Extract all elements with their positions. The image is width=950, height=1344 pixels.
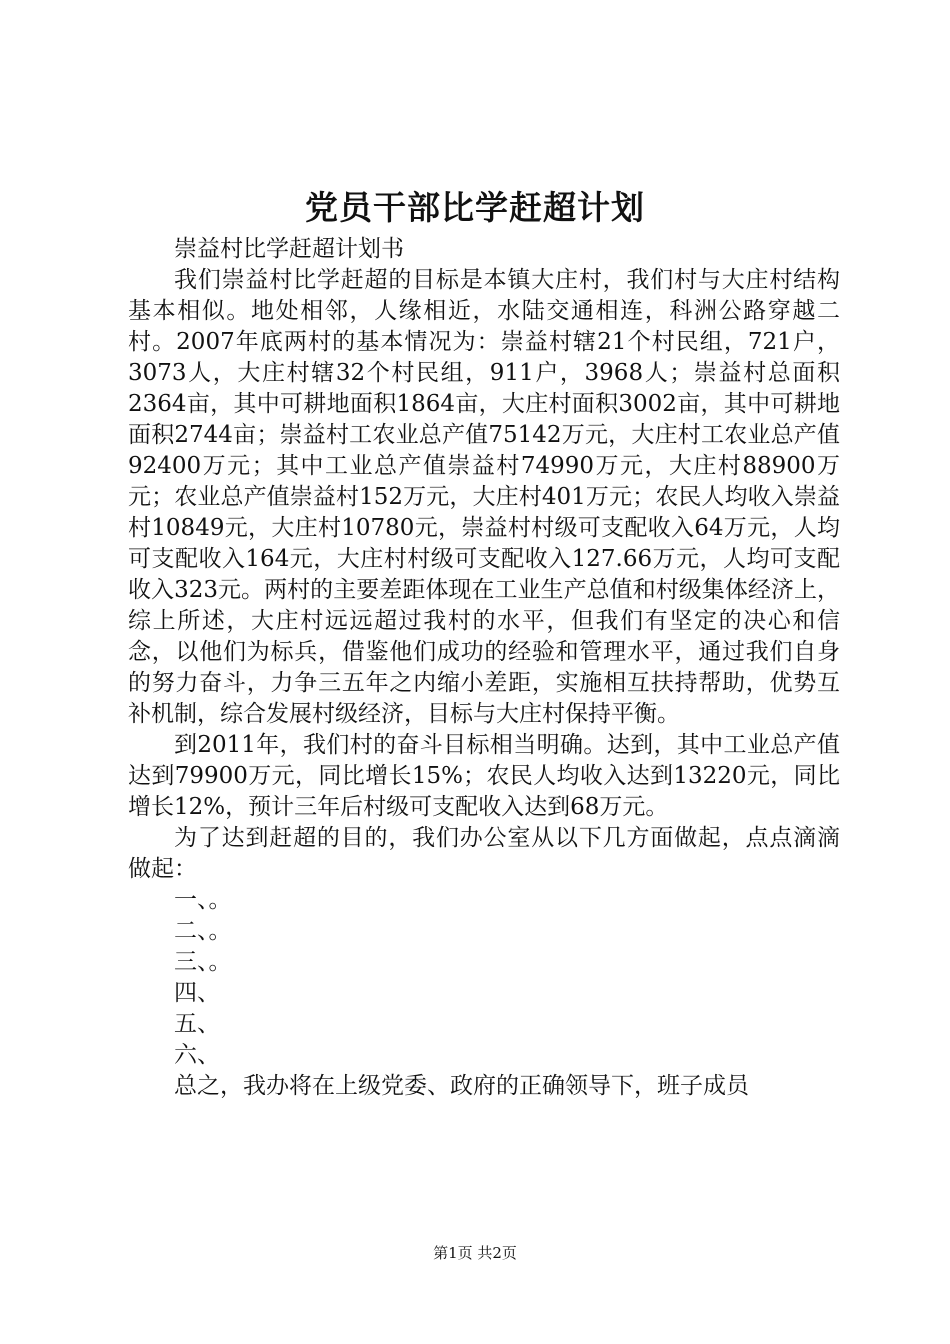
list-item-one: 一、。 [174, 887, 232, 913]
list-item-four: 四、 [174, 980, 220, 1006]
paragraph-subtitle: 崇益村比学赶超计划书 [174, 236, 404, 262]
list-item-three: 三、。 [174, 949, 232, 975]
list-item-five: 五、 [174, 1011, 220, 1037]
page-footer: 第1页 共2页 [433, 1244, 517, 1262]
paragraph-approach: 为了达到赶超的目的，我们办公室从以下几方面做起，点点滴滴做起： [128, 825, 840, 882]
list-item-two: 二、。 [174, 918, 232, 944]
list-item-six: 六、 [174, 1042, 220, 1068]
page-title: 党员干部比学赶超计划 [305, 188, 645, 227]
paragraph-goals: 到2011年，我们村的奋斗目标相当明确。达到，其中工业总产值达到79900万元，同比增长15%；农民人均收入达到13220元，同比增长12%，预计三年后村级可支配收入达到68万元。 [128, 732, 840, 820]
paragraph-intro: 我们崇益村比学赶超的目标是本镇大庄村，我们村与大庄村结构基本相似。地处相邻，人缘相近，水陆交通相连，科洲公路穿越二村。2007年底两村的基本情况为：崇益村辖21个村民组，721户，3073人，大庄村辖32个村民组，911户，3968人；崇益村总面积2364亩，其中可耕地面积1864亩，大庄村面积3002亩，其中可耕地面积2744亩；崇益村工农业总产值75142万元，大庄村工农业总产值92400万元；其中工业总产值崇益村74990万元，大庄村88900万元；农业总产值崇益村152万元，大庄村401万元；农民人均收入崇益村10849元，大庄村10780元，崇益村村级可支配收入64万元，人均可支配收入164元，大庄村村级可支配收入127.66万元，人均可支配收入323元。两村的主要差距体现在工业生产总值和村级集体经济上，综上所述，大庄村远远超过我村的水平，但我们有坚定的决心和信念，以他们为标兵，借鉴他们成功的经验和管理水平，通过我们自身的努力奋斗，力争三五年之内缩小差距，实施相互扶持帮助，优势互补机制，综合发展村级经济，目标与大庄村保持平衡。 [128, 267, 840, 727]
document-body [128, 234, 840, 1102]
paragraph-conclusion: 总之，我办将在上级党委、政府的正确领导下，班子成员 [174, 1073, 749, 1099]
